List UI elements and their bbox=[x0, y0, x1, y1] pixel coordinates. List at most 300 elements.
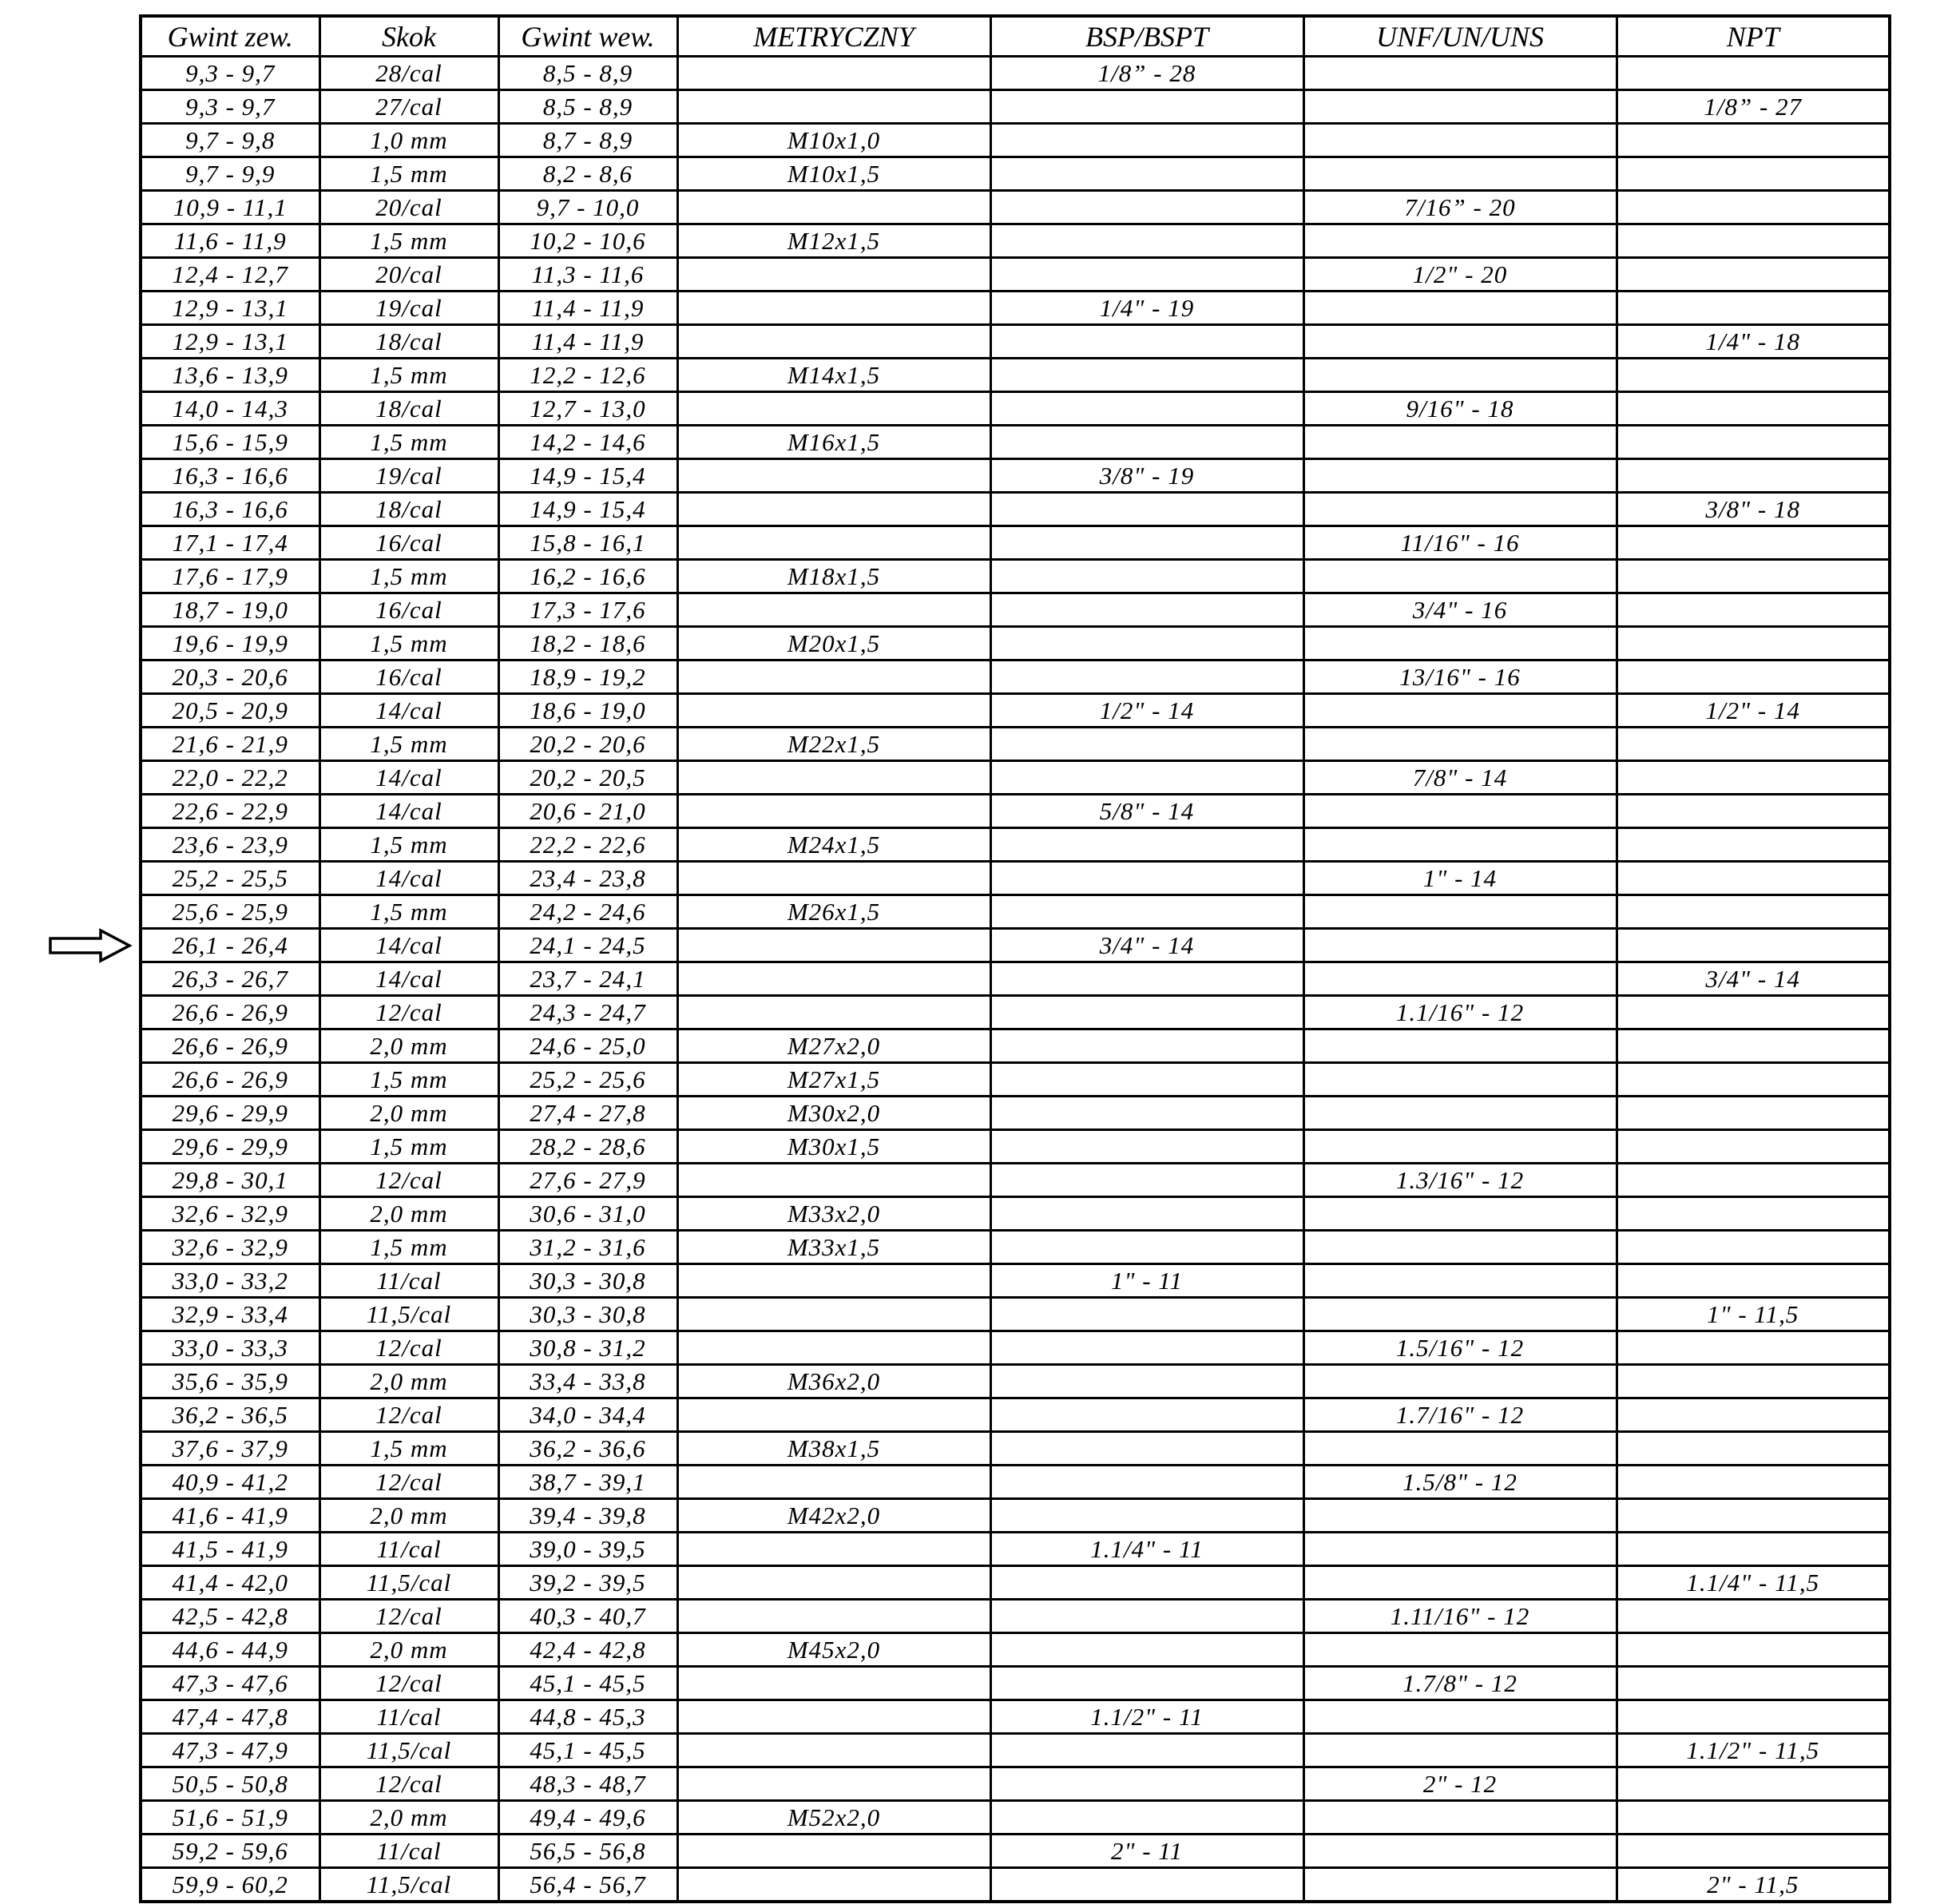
cell-pitch: 14/cal bbox=[319, 761, 498, 795]
cell-pitch: 12/cal bbox=[319, 1767, 498, 1801]
cell-pitch: 20/cal bbox=[319, 258, 498, 292]
cell-bsp-bspt: 1/8” - 28 bbox=[990, 57, 1303, 90]
cell-unf-un-uns bbox=[1303, 493, 1617, 526]
table-row bbox=[141, 895, 1890, 929]
cell-npt bbox=[1617, 627, 1890, 660]
table-row bbox=[141, 929, 1890, 962]
cell-metric bbox=[677, 593, 990, 627]
table-row bbox=[141, 1231, 1890, 1264]
cell-internal-thread: 18,6 - 19,0 bbox=[498, 694, 677, 728]
table-row bbox=[141, 1835, 1890, 1868]
cell-npt bbox=[1617, 996, 1890, 1029]
cell-bsp-bspt bbox=[990, 1566, 1303, 1600]
cell-internal-thread: 28,2 - 28,6 bbox=[498, 1130, 677, 1164]
cell-external-thread: 21,6 - 21,9 bbox=[141, 728, 319, 761]
cell-external-thread: 59,2 - 59,6 bbox=[141, 1835, 319, 1868]
cell-internal-thread: 17,3 - 17,6 bbox=[498, 593, 677, 627]
cell-npt bbox=[1617, 1466, 1890, 1499]
cell-external-thread: 9,3 - 9,7 bbox=[141, 57, 319, 90]
cell-metric bbox=[677, 1600, 990, 1633]
cell-metric bbox=[677, 392, 990, 426]
cell-unf-un-uns: 1.3/16" - 12 bbox=[1303, 1164, 1617, 1197]
cell-pitch: 12/cal bbox=[319, 996, 498, 1029]
cell-external-thread: 35,6 - 35,9 bbox=[141, 1365, 319, 1398]
cell-npt bbox=[1617, 862, 1890, 895]
cell-pitch: 19/cal bbox=[319, 292, 498, 325]
table-row bbox=[141, 761, 1890, 795]
cell-external-thread: 50,5 - 50,8 bbox=[141, 1767, 319, 1801]
cell-external-thread: 40,9 - 41,2 bbox=[141, 1466, 319, 1499]
cell-metric: M16x1,5 bbox=[677, 426, 990, 459]
cell-pitch: 14/cal bbox=[319, 795, 498, 828]
cell-metric bbox=[677, 1734, 990, 1767]
cell-metric bbox=[677, 459, 990, 493]
cell-external-thread: 26,1 - 26,4 bbox=[141, 929, 319, 962]
cell-metric bbox=[677, 962, 990, 996]
cell-internal-thread: 30,6 - 31,0 bbox=[498, 1197, 677, 1231]
cell-external-thread: 25,2 - 25,5 bbox=[141, 862, 319, 895]
cell-unf-un-uns bbox=[1303, 1365, 1617, 1398]
cell-external-thread: 37,6 - 37,9 bbox=[141, 1432, 319, 1466]
cell-npt bbox=[1617, 1398, 1890, 1432]
header-external-thread: Gwint zew. bbox=[141, 16, 319, 57]
cell-pitch: 11,5/cal bbox=[319, 1868, 498, 1902]
cell-metric: M33x1,5 bbox=[677, 1231, 990, 1264]
table-row bbox=[141, 157, 1890, 191]
table-row bbox=[141, 660, 1890, 694]
cell-internal-thread: 30,3 - 30,8 bbox=[498, 1264, 677, 1298]
cell-bsp-bspt bbox=[990, 761, 1303, 795]
cell-npt bbox=[1617, 191, 1890, 224]
cell-bsp-bspt: 1.1/4" - 11 bbox=[990, 1533, 1303, 1566]
cell-pitch: 19/cal bbox=[319, 459, 498, 493]
cell-npt bbox=[1617, 1231, 1890, 1264]
cell-npt bbox=[1617, 459, 1890, 493]
cell-pitch: 1,5 mm bbox=[319, 728, 498, 761]
cell-bsp-bspt bbox=[990, 1432, 1303, 1466]
cell-external-thread: 29,6 - 29,9 bbox=[141, 1130, 319, 1164]
cell-npt bbox=[1617, 1097, 1890, 1130]
table-body bbox=[141, 57, 1890, 1902]
header-bsp-bspt: BSP/BSPT bbox=[990, 16, 1303, 57]
cell-external-thread: 42,5 - 42,8 bbox=[141, 1600, 319, 1633]
cell-internal-thread: 11,3 - 11,6 bbox=[498, 258, 677, 292]
cell-external-thread: 32,6 - 32,9 bbox=[141, 1231, 319, 1264]
cell-internal-thread: 24,6 - 25,0 bbox=[498, 1029, 677, 1063]
cell-npt bbox=[1617, 157, 1890, 191]
cell-internal-thread: 24,2 - 24,6 bbox=[498, 895, 677, 929]
table-row bbox=[141, 1432, 1890, 1466]
cell-external-thread: 32,6 - 32,9 bbox=[141, 1197, 319, 1231]
cell-pitch: 18/cal bbox=[319, 325, 498, 359]
cell-external-thread: 36,2 - 36,5 bbox=[141, 1398, 319, 1432]
cell-npt bbox=[1617, 1164, 1890, 1197]
cell-unf-un-uns: 1.7/8" - 12 bbox=[1303, 1667, 1617, 1700]
cell-npt: 3/8" - 18 bbox=[1617, 493, 1890, 526]
cell-internal-thread: 23,7 - 24,1 bbox=[498, 962, 677, 996]
cell-internal-thread: 45,1 - 45,5 bbox=[498, 1734, 677, 1767]
cell-metric: M18x1,5 bbox=[677, 560, 990, 593]
cell-external-thread: 51,6 - 51,9 bbox=[141, 1801, 319, 1835]
cell-metric bbox=[677, 996, 990, 1029]
cell-metric bbox=[677, 1398, 990, 1432]
cell-metric: M30x2,0 bbox=[677, 1097, 990, 1130]
cell-metric: M38x1,5 bbox=[677, 1432, 990, 1466]
cell-external-thread: 47,3 - 47,9 bbox=[141, 1734, 319, 1767]
cell-npt bbox=[1617, 1264, 1890, 1298]
cell-npt: 3/4" - 14 bbox=[1617, 962, 1890, 996]
cell-internal-thread: 40,3 - 40,7 bbox=[498, 1600, 677, 1633]
cell-bsp-bspt bbox=[990, 1801, 1303, 1835]
cell-pitch: 12/cal bbox=[319, 1466, 498, 1499]
cell-npt bbox=[1617, 1063, 1890, 1097]
cell-pitch: 1,5 mm bbox=[319, 1432, 498, 1466]
cell-bsp-bspt: 3/8" - 19 bbox=[990, 459, 1303, 493]
cell-metric bbox=[677, 1566, 990, 1600]
table-row bbox=[141, 1097, 1890, 1130]
cell-internal-thread: 56,5 - 56,8 bbox=[498, 1835, 677, 1868]
cell-bsp-bspt bbox=[990, 1466, 1303, 1499]
table-row bbox=[141, 996, 1890, 1029]
cell-pitch: 1,5 mm bbox=[319, 1231, 498, 1264]
cell-bsp-bspt bbox=[990, 1499, 1303, 1533]
cell-unf-un-uns bbox=[1303, 694, 1617, 728]
cell-bsp-bspt bbox=[990, 191, 1303, 224]
cell-npt bbox=[1617, 761, 1890, 795]
table-row bbox=[141, 459, 1890, 493]
table-row bbox=[141, 1264, 1890, 1298]
cell-external-thread: 33,0 - 33,3 bbox=[141, 1331, 319, 1365]
cell-bsp-bspt bbox=[990, 526, 1303, 560]
table-row bbox=[141, 1767, 1890, 1801]
cell-unf-un-uns: 2" - 12 bbox=[1303, 1767, 1617, 1801]
cell-internal-thread: 31,2 - 31,6 bbox=[498, 1231, 677, 1264]
cell-npt bbox=[1617, 1700, 1890, 1734]
cell-metric bbox=[677, 1667, 990, 1700]
cell-external-thread: 47,3 - 47,6 bbox=[141, 1667, 319, 1700]
cell-bsp-bspt bbox=[990, 258, 1303, 292]
cell-npt bbox=[1617, 1633, 1890, 1667]
cell-bsp-bspt bbox=[990, 1298, 1303, 1331]
cell-internal-thread: 8,2 - 8,6 bbox=[498, 157, 677, 191]
cell-pitch: 14/cal bbox=[319, 862, 498, 895]
cell-npt: 1.1/2" - 11,5 bbox=[1617, 1734, 1890, 1767]
cell-external-thread: 14,0 - 14,3 bbox=[141, 392, 319, 426]
table-row bbox=[141, 359, 1890, 392]
table-row bbox=[141, 258, 1890, 292]
cell-metric bbox=[677, 1868, 990, 1902]
cell-pitch: 11,5/cal bbox=[319, 1298, 498, 1331]
cell-pitch: 11/cal bbox=[319, 1835, 498, 1868]
cell-bsp-bspt bbox=[990, 124, 1303, 157]
cell-external-thread: 26,3 - 26,7 bbox=[141, 962, 319, 996]
cell-external-thread: 9,7 - 9,9 bbox=[141, 157, 319, 191]
cell-unf-un-uns: 1" - 14 bbox=[1303, 862, 1617, 895]
header-metric: METRYCZNY bbox=[677, 16, 990, 57]
table-row bbox=[141, 1633, 1890, 1667]
cell-metric: M10x1,5 bbox=[677, 157, 990, 191]
cell-npt bbox=[1617, 560, 1890, 593]
cell-internal-thread: 45,1 - 45,5 bbox=[498, 1667, 677, 1700]
cell-pitch: 27/cal bbox=[319, 90, 498, 124]
cell-internal-thread: 15,8 - 16,1 bbox=[498, 526, 677, 560]
cell-bsp-bspt bbox=[990, 392, 1303, 426]
cell-internal-thread: 12,2 - 12,6 bbox=[498, 359, 677, 392]
table-row bbox=[141, 526, 1890, 560]
cell-pitch: 2,0 mm bbox=[319, 1097, 498, 1130]
cell-metric bbox=[677, 292, 990, 325]
cell-unf-un-uns: 11/16" - 16 bbox=[1303, 526, 1617, 560]
cell-external-thread: 26,6 - 26,9 bbox=[141, 1063, 319, 1097]
cell-external-thread: 22,0 - 22,2 bbox=[141, 761, 319, 795]
cell-unf-un-uns bbox=[1303, 1533, 1617, 1566]
cell-internal-thread: 11,4 - 11,9 bbox=[498, 325, 677, 359]
table-row bbox=[141, 392, 1890, 426]
cell-external-thread: 15,6 - 15,9 bbox=[141, 426, 319, 459]
cell-bsp-bspt bbox=[990, 1734, 1303, 1767]
cell-bsp-bspt bbox=[990, 1164, 1303, 1197]
cell-pitch: 16/cal bbox=[319, 593, 498, 627]
cell-npt bbox=[1617, 392, 1890, 426]
cell-metric bbox=[677, 660, 990, 694]
cell-pitch: 16/cal bbox=[319, 526, 498, 560]
cell-metric bbox=[677, 761, 990, 795]
cell-internal-thread: 14,9 - 15,4 bbox=[498, 459, 677, 493]
cell-internal-thread: 20,2 - 20,6 bbox=[498, 728, 677, 761]
cell-metric bbox=[677, 1700, 990, 1734]
cell-bsp-bspt bbox=[990, 1097, 1303, 1130]
cell-npt bbox=[1617, 1533, 1890, 1566]
cell-internal-thread: 20,2 - 20,5 bbox=[498, 761, 677, 795]
cell-external-thread: 41,4 - 42,0 bbox=[141, 1566, 319, 1600]
cell-unf-un-uns bbox=[1303, 1298, 1617, 1331]
cell-external-thread: 17,1 - 17,4 bbox=[141, 526, 319, 560]
cell-unf-un-uns bbox=[1303, 1063, 1617, 1097]
right-arrow-icon bbox=[48, 928, 133, 963]
cell-pitch: 1,5 mm bbox=[319, 560, 498, 593]
cell-internal-thread: 9,7 - 10,0 bbox=[498, 191, 677, 224]
cell-external-thread: 19,6 - 19,9 bbox=[141, 627, 319, 660]
cell-pitch: 2,0 mm bbox=[319, 1029, 498, 1063]
cell-metric bbox=[677, 526, 990, 560]
cell-npt bbox=[1617, 728, 1890, 761]
cell-metric: M20x1,5 bbox=[677, 627, 990, 660]
cell-pitch: 2,0 mm bbox=[319, 1633, 498, 1667]
cell-metric bbox=[677, 191, 990, 224]
cell-metric bbox=[677, 694, 990, 728]
cell-pitch: 1,5 mm bbox=[319, 1130, 498, 1164]
table-row bbox=[141, 1801, 1890, 1835]
cell-unf-un-uns bbox=[1303, 124, 1617, 157]
cell-internal-thread: 48,3 - 48,7 bbox=[498, 1767, 677, 1801]
cell-bsp-bspt bbox=[990, 895, 1303, 929]
cell-metric: M45x2,0 bbox=[677, 1633, 990, 1667]
cell-metric bbox=[677, 325, 990, 359]
cell-unf-un-uns: 7/8" - 14 bbox=[1303, 761, 1617, 795]
cell-internal-thread: 27,4 - 27,8 bbox=[498, 1097, 677, 1130]
cell-npt: 1/2" - 14 bbox=[1617, 694, 1890, 728]
cell-external-thread: 29,6 - 29,9 bbox=[141, 1097, 319, 1130]
cell-pitch: 1,5 mm bbox=[319, 224, 498, 258]
cell-bsp-bspt: 1.1/2" - 11 bbox=[990, 1700, 1303, 1734]
cell-pitch: 1,5 mm bbox=[319, 1063, 498, 1097]
cell-metric bbox=[677, 1331, 990, 1365]
cell-unf-un-uns bbox=[1303, 57, 1617, 90]
cell-unf-un-uns: 1.7/16" - 12 bbox=[1303, 1398, 1617, 1432]
cell-bsp-bspt bbox=[990, 996, 1303, 1029]
cell-external-thread: 47,4 - 47,8 bbox=[141, 1700, 319, 1734]
cell-npt bbox=[1617, 57, 1890, 90]
cell-bsp-bspt: 5/8" - 14 bbox=[990, 795, 1303, 828]
cell-unf-un-uns bbox=[1303, 895, 1617, 929]
table-row bbox=[141, 1063, 1890, 1097]
cell-unf-un-uns bbox=[1303, 795, 1617, 828]
cell-unf-un-uns bbox=[1303, 1801, 1617, 1835]
cell-pitch: 11/cal bbox=[319, 1533, 498, 1566]
cell-bsp-bspt bbox=[990, 1398, 1303, 1432]
cell-unf-un-uns: 13/16" - 16 bbox=[1303, 660, 1617, 694]
table-row bbox=[141, 1130, 1890, 1164]
cell-external-thread: 59,9 - 60,2 bbox=[141, 1868, 319, 1902]
cell-unf-un-uns bbox=[1303, 1432, 1617, 1466]
cell-external-thread: 17,6 - 17,9 bbox=[141, 560, 319, 593]
cell-unf-un-uns bbox=[1303, 1734, 1617, 1767]
cell-bsp-bspt bbox=[990, 1600, 1303, 1633]
cell-unf-un-uns bbox=[1303, 828, 1617, 862]
cell-metric bbox=[677, 493, 990, 526]
cell-unf-un-uns bbox=[1303, 1197, 1617, 1231]
cell-external-thread: 22,6 - 22,9 bbox=[141, 795, 319, 828]
cell-metric bbox=[677, 258, 990, 292]
cell-npt bbox=[1617, 1499, 1890, 1533]
cell-external-thread: 12,9 - 13,1 bbox=[141, 292, 319, 325]
cell-unf-un-uns bbox=[1303, 1264, 1617, 1298]
cell-bsp-bspt bbox=[990, 560, 1303, 593]
cell-pitch: 1,5 mm bbox=[319, 895, 498, 929]
table-row bbox=[141, 593, 1890, 627]
cell-npt bbox=[1617, 1331, 1890, 1365]
cell-metric bbox=[677, 1767, 990, 1801]
cell-npt bbox=[1617, 1835, 1890, 1868]
cell-pitch: 1,5 mm bbox=[319, 359, 498, 392]
cell-pitch: 12/cal bbox=[319, 1398, 498, 1432]
cell-pitch: 16/cal bbox=[319, 660, 498, 694]
cell-internal-thread: 23,4 - 23,8 bbox=[498, 862, 677, 895]
cell-pitch: 12/cal bbox=[319, 1600, 498, 1633]
cell-pitch: 2,0 mm bbox=[319, 1499, 498, 1533]
cell-external-thread: 20,3 - 20,6 bbox=[141, 660, 319, 694]
cell-metric bbox=[677, 795, 990, 828]
cell-bsp-bspt bbox=[990, 426, 1303, 459]
cell-pitch: 1,0 mm bbox=[319, 124, 498, 157]
cell-pitch: 2,0 mm bbox=[319, 1197, 498, 1231]
table-row bbox=[141, 191, 1890, 224]
cell-metric: M10x1,0 bbox=[677, 124, 990, 157]
cell-npt bbox=[1617, 828, 1890, 862]
table-row bbox=[141, 1365, 1890, 1398]
cell-pitch: 11/cal bbox=[319, 1700, 498, 1734]
cell-metric: M30x1,5 bbox=[677, 1130, 990, 1164]
cell-npt bbox=[1617, 224, 1890, 258]
cell-npt bbox=[1617, 1801, 1890, 1835]
table-row bbox=[141, 728, 1890, 761]
cell-external-thread: 41,5 - 41,9 bbox=[141, 1533, 319, 1566]
cell-unf-un-uns bbox=[1303, 292, 1617, 325]
cell-external-thread: 13,6 - 13,9 bbox=[141, 359, 319, 392]
cell-unf-un-uns bbox=[1303, 1231, 1617, 1264]
table-row bbox=[141, 1667, 1890, 1700]
cell-external-thread: 12,9 - 13,1 bbox=[141, 325, 319, 359]
header-row bbox=[141, 16, 1890, 57]
cell-internal-thread: 8,5 - 8,9 bbox=[498, 57, 677, 90]
cell-bsp-bspt bbox=[990, 493, 1303, 526]
cell-pitch: 20/cal bbox=[319, 191, 498, 224]
cell-pitch: 28/cal bbox=[319, 57, 498, 90]
cell-external-thread: 16,3 - 16,6 bbox=[141, 459, 319, 493]
cell-metric bbox=[677, 1264, 990, 1298]
cell-pitch: 12/cal bbox=[319, 1331, 498, 1365]
header-npt: NPT bbox=[1617, 16, 1890, 57]
cell-internal-thread: 8,5 - 8,9 bbox=[498, 90, 677, 124]
cell-unf-un-uns bbox=[1303, 157, 1617, 191]
cell-npt: 1/4" - 18 bbox=[1617, 325, 1890, 359]
cell-unf-un-uns bbox=[1303, 90, 1617, 124]
cell-unf-un-uns bbox=[1303, 1029, 1617, 1063]
cell-unf-un-uns bbox=[1303, 1130, 1617, 1164]
table-row bbox=[141, 1700, 1890, 1734]
cell-internal-thread: 56,4 - 56,7 bbox=[498, 1868, 677, 1902]
cell-bsp-bspt bbox=[990, 828, 1303, 862]
table-row bbox=[141, 292, 1890, 325]
cell-external-thread: 9,3 - 9,7 bbox=[141, 90, 319, 124]
cell-internal-thread: 18,2 - 18,6 bbox=[498, 627, 677, 660]
cell-npt bbox=[1617, 292, 1890, 325]
cell-external-thread: 44,6 - 44,9 bbox=[141, 1633, 319, 1667]
table-row bbox=[141, 694, 1890, 728]
cell-bsp-bspt bbox=[990, 728, 1303, 761]
cell-internal-thread: 44,8 - 45,3 bbox=[498, 1700, 677, 1734]
cell-bsp-bspt bbox=[990, 862, 1303, 895]
cell-metric: M27x1,5 bbox=[677, 1063, 990, 1097]
cell-internal-thread: 30,8 - 31,2 bbox=[498, 1331, 677, 1365]
cell-external-thread: 16,3 - 16,6 bbox=[141, 493, 319, 526]
cell-pitch: 1,5 mm bbox=[319, 627, 498, 660]
cell-npt bbox=[1617, 1029, 1890, 1063]
cell-unf-un-uns: 1.11/16" - 12 bbox=[1303, 1600, 1617, 1633]
cell-bsp-bspt bbox=[990, 660, 1303, 694]
cell-pitch: 11/cal bbox=[319, 1264, 498, 1298]
cell-unf-un-uns bbox=[1303, 560, 1617, 593]
cell-pitch: 18/cal bbox=[319, 493, 498, 526]
table-row bbox=[141, 90, 1890, 124]
cell-unf-un-uns: 1/2" - 20 bbox=[1303, 258, 1617, 292]
cell-npt: 1/8” - 27 bbox=[1617, 90, 1890, 124]
cell-internal-thread: 39,4 - 39,8 bbox=[498, 1499, 677, 1533]
cell-unf-un-uns bbox=[1303, 728, 1617, 761]
cell-bsp-bspt bbox=[990, 1331, 1303, 1365]
cell-metric: M36x2,0 bbox=[677, 1365, 990, 1398]
cell-bsp-bspt bbox=[990, 1667, 1303, 1700]
cell-internal-thread: 49,4 - 49,6 bbox=[498, 1801, 677, 1835]
cell-npt: 2" - 11,5 bbox=[1617, 1868, 1890, 1902]
cell-internal-thread: 8,7 - 8,9 bbox=[498, 124, 677, 157]
cell-pitch: 2,0 mm bbox=[319, 1365, 498, 1398]
cell-internal-thread: 42,4 - 42,8 bbox=[498, 1633, 677, 1667]
table-row bbox=[141, 1734, 1890, 1767]
cell-npt bbox=[1617, 795, 1890, 828]
cell-npt bbox=[1617, 1130, 1890, 1164]
cell-bsp-bspt bbox=[990, 1063, 1303, 1097]
